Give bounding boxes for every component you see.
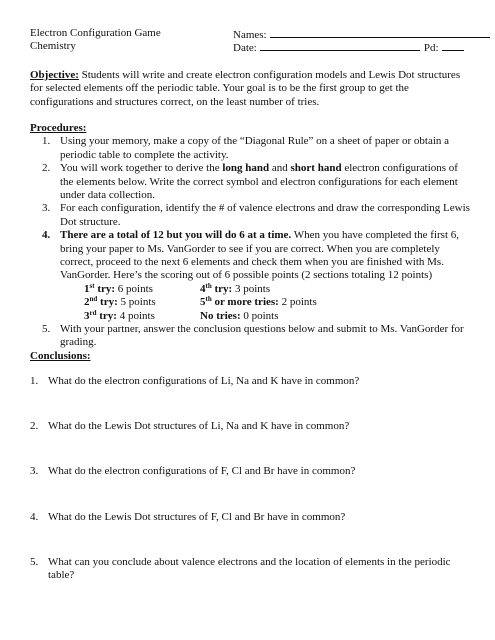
step-text: When you have completed the first 6, bring your paper to Ms. VanGorder to see if you are correct. When you are completely correct, proceed to the next 6 elements and check them when you are finished with Ms. VanGorder. Here’s the scoring out of 6 possible points (2 sections totaling 12 points) — [60, 229, 460, 282]
conclusions-section — [30, 350, 470, 363]
scoring-table — [30, 283, 470, 323]
question-text: What do the electron configurations of Li, Na and K have in common? — [48, 375, 360, 387]
try-number: 4 — [200, 282, 206, 295]
names-label: Names: — [233, 29, 267, 41]
scoring-row — [30, 283, 470, 296]
try-ordinal: th — [205, 281, 212, 290]
conclusion-question-4 — [30, 511, 460, 524]
procedures-section — [30, 122, 470, 350]
try-points: 2 points — [278, 296, 317, 309]
long-hand-term: long hand — [222, 162, 270, 175]
step-emphasis: There are a total of 12 but you will do 6 at a time. — [60, 229, 292, 242]
procedure-step-3 — [30, 202, 470, 229]
score-no-tries — [200, 310, 279, 323]
procedure-step-5 — [30, 323, 470, 350]
step-number: 2. — [42, 162, 51, 175]
subject-label: Chemistry — [30, 40, 76, 53]
try-label: or more tries: — [211, 296, 279, 309]
try-label: try: — [96, 309, 117, 322]
question-text: What do the Lewis Dot structures of F, Cl and Br have in common? — [48, 511, 346, 523]
step-number: 1. — [42, 135, 51, 148]
score-try-1 — [84, 283, 153, 295]
score-try-2 — [84, 296, 156, 308]
try-label: try: — [211, 282, 233, 295]
try-number: 3 — [84, 309, 90, 322]
question-number: 3. — [30, 465, 39, 477]
step-number: 3. — [42, 202, 51, 215]
step-text: With your partner, answer the conclusion questions below and submit to Ms. VanGorder for grading. — [60, 323, 464, 349]
objective-text: Students will write and create electron configuration models and Lewis Dot structures for selected elements off the periodic table. Your goal is to be the first group to get the configurations and structures correct, on the least number of tries. — [30, 69, 461, 108]
step-text: and — [269, 162, 291, 175]
try-ordinal: nd — [89, 295, 98, 304]
score-try-3 — [84, 310, 155, 322]
try-points: 6 points — [115, 282, 153, 295]
conclusion-question-2 — [30, 420, 460, 433]
game-title: Electron Configuration Game — [30, 27, 161, 39]
pd-blank[interactable] — [442, 40, 464, 51]
try-ordinal: st — [89, 281, 95, 290]
try-label: try: — [94, 282, 116, 295]
question-text: What do the electron configurations of F, Cl and Br have in common? — [48, 465, 356, 477]
step-number: 5. — [42, 323, 51, 336]
objective-section — [30, 69, 470, 109]
question-number: 2. — [30, 420, 39, 432]
score-try-5 — [200, 296, 317, 309]
try-points: 4 points — [116, 309, 155, 322]
conclusion-question-1 — [30, 375, 460, 388]
score-try-4 — [200, 283, 270, 296]
step-text: electron configurations of the elements below. Write the correct symbol and electron configurations for each element under data collection. — [60, 162, 458, 202]
date-label: Date: — [233, 42, 257, 55]
question-text: What do the Lewis Dot structures of Li, Na and K have in common? — [48, 420, 350, 432]
try-number: 5 — [200, 296, 206, 309]
short-hand-term: short hand — [290, 162, 342, 175]
try-points: 0 points — [240, 309, 279, 322]
question-number: 4. — [30, 511, 39, 523]
conclusion-question-5 — [30, 556, 460, 583]
try-points: 3 points — [232, 282, 271, 295]
try-label: try: — [97, 296, 118, 309]
objective-label: Objective: — [30, 69, 79, 81]
step-text: You will work together to derive the — [60, 162, 223, 175]
try-number: 1 — [84, 282, 90, 295]
conclusion-question-3 — [30, 465, 460, 478]
try-ordinal: rd — [89, 308, 97, 317]
question-text: What can you conclude about valence electrons and the location of elements in the periodic table? — [48, 556, 451, 582]
procedures-label: Procedures: — [30, 122, 87, 134]
step-text: For each configuration, identify the # of valence electrons and draw the corresponding Lewis Dot structure. — [60, 202, 470, 228]
try-points: 5 points — [117, 296, 156, 309]
step-text: Using your memory, make a copy of the “Diagonal Rule” on a sheet of paper or obtain a periodic table to complete the activity. — [60, 135, 450, 161]
procedures-list — [30, 135, 470, 282]
try-label: No tries: — [200, 309, 241, 322]
scoring-row — [30, 310, 470, 323]
names-blank[interactable] — [270, 27, 490, 38]
conclusions-label: Conclusions: — [30, 350, 91, 362]
scoring-row — [30, 296, 470, 309]
question-number: 5. — [30, 556, 39, 568]
date-blank[interactable] — [260, 40, 420, 51]
try-number: 2 — [84, 296, 90, 309]
question-number: 1. — [30, 375, 39, 387]
procedure-step-1 — [30, 135, 470, 162]
worksheet-header — [30, 27, 465, 55]
procedure-step-4 — [30, 229, 470, 283]
pd-label: Pd: — [423, 42, 439, 55]
step-number: 4. — [42, 229, 51, 242]
try-ordinal: th — [205, 295, 212, 304]
procedure-step-2 — [30, 162, 470, 202]
procedures-list-continued — [30, 323, 470, 350]
